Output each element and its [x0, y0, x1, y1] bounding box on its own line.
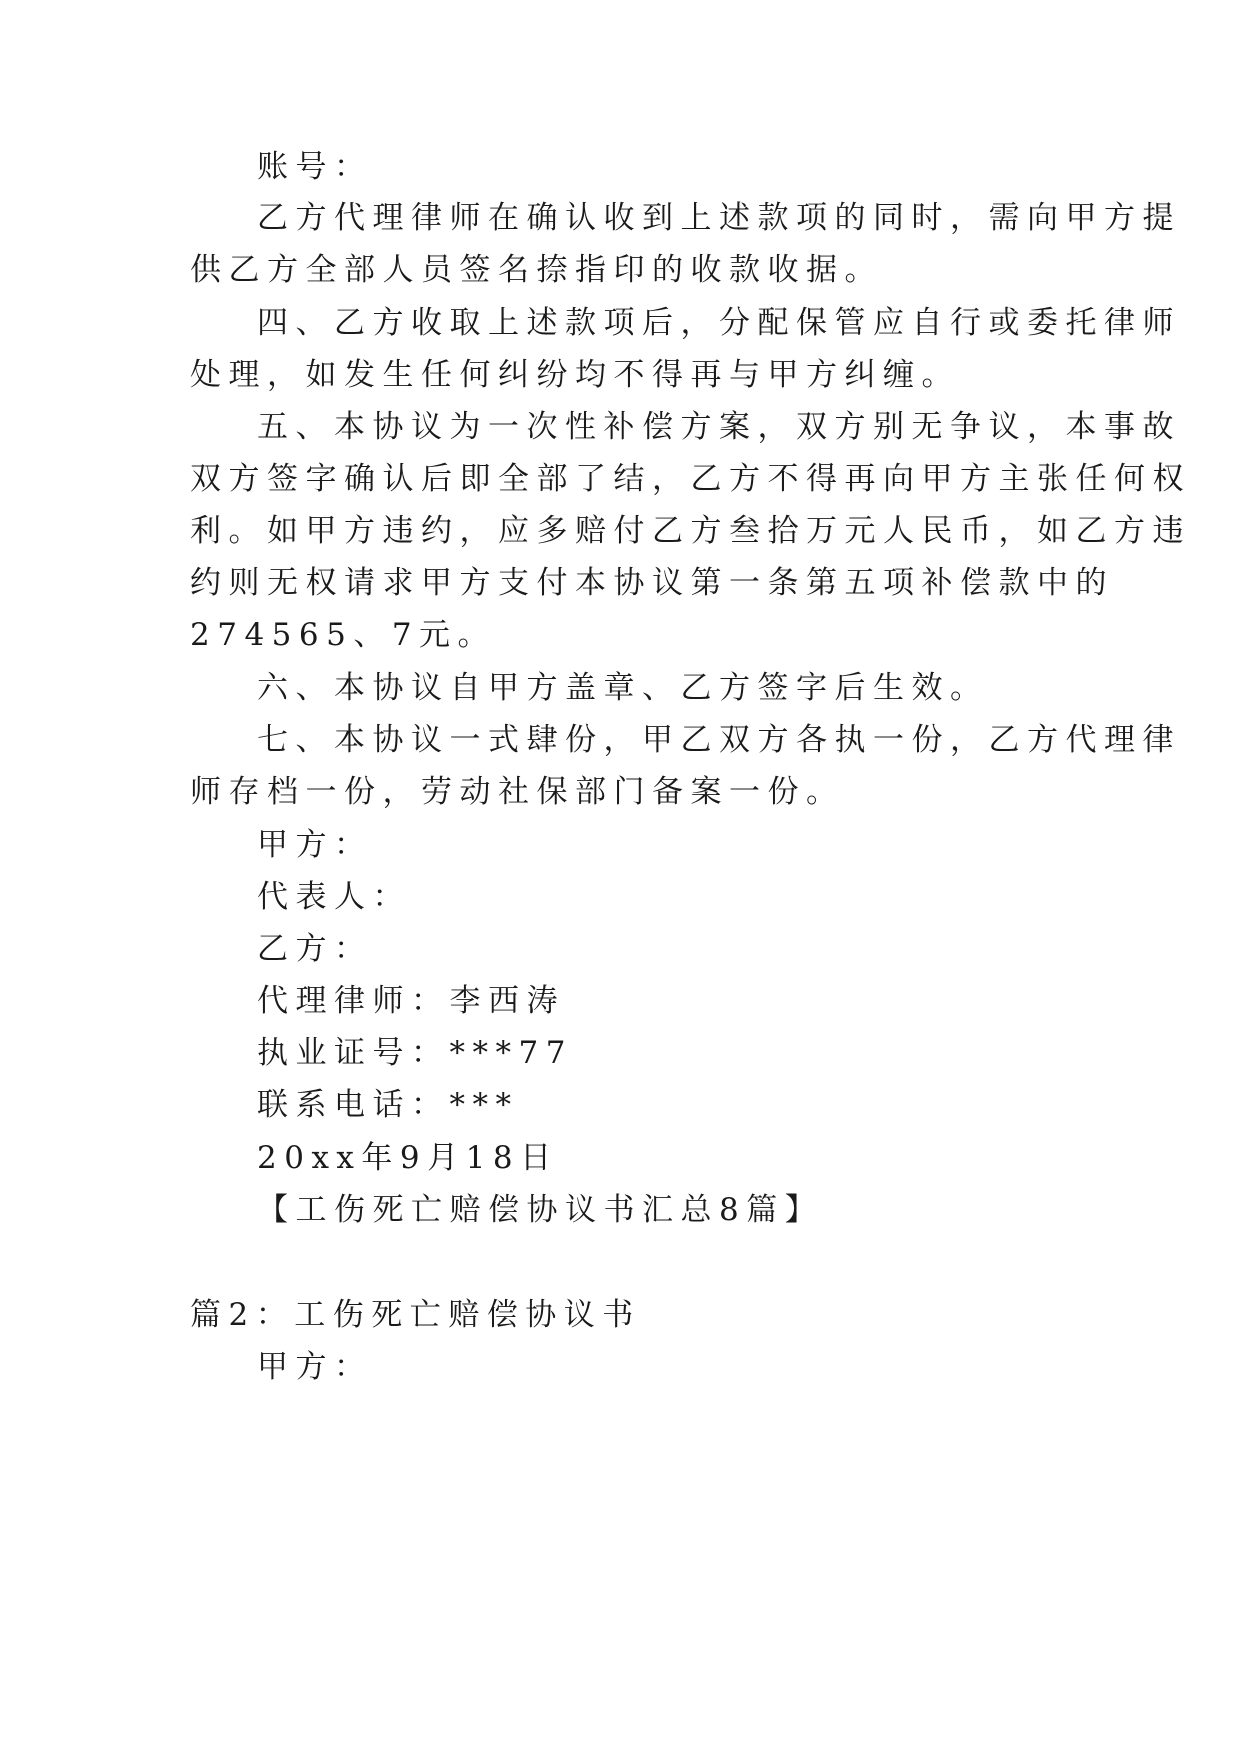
- clause-4-line-1: 四、乙方收取上述款项后，分配保管应自行或委托律师: [257, 305, 1181, 341]
- clause-5-line-3: 利。如甲方违约，应多赔付乙方叁拾万元人民币，如乙方违: [190, 513, 1191, 549]
- license-number-line: 执业证号：***77: [257, 1035, 573, 1071]
- account-label: 账号：: [257, 149, 373, 185]
- clause-5-line-2: 双方签字确认后即全部了结，乙方不得再向甲方主张任何权: [190, 461, 1191, 497]
- party-b-label: 乙方：: [257, 931, 373, 967]
- representative-label: 代表人：: [257, 879, 411, 915]
- paragraph-3-line-1: 乙方代理律师在确认收到上述款项的同时，需向甲方提: [257, 200, 1181, 236]
- paragraph-3-line-2: 供乙方全部人员签名捺指印的收款收据。: [190, 252, 883, 288]
- clause-4-line-2: 处理，如发生任何纠纷均不得再与甲方纠缠。: [190, 357, 960, 393]
- clause-7-line-1: 七、本协议一式肆份，甲乙双方各执一份，乙方代理律: [257, 722, 1181, 758]
- collection-title: 【工伤死亡赔偿协议书汇总8篇】: [257, 1192, 824, 1228]
- party-a-label: 甲方：: [257, 827, 373, 863]
- section-2-party-a-label: 甲方：: [257, 1349, 373, 1385]
- clause-5-line-5: 274565、7元。: [190, 617, 497, 653]
- clause-7-line-2: 师存档一份，劳动社保部门备案一份。: [190, 774, 845, 810]
- section-2-title: 篇2：工伤死亡赔偿协议书: [190, 1297, 641, 1333]
- clause-5-line-1: 五、本协议为一次性补偿方案，双方别无争议，本事故: [257, 409, 1181, 445]
- phone-line: 联系电话：***: [257, 1087, 519, 1123]
- clause-5-line-4: 约则无权请求甲方支付本协议第一条第五项补偿款中的: [190, 565, 1114, 601]
- lawyer-line: 代理律师：李西涛: [257, 983, 565, 1019]
- signing-date: 20xx年9月18日: [257, 1140, 559, 1176]
- clause-6: 六、本协议自甲方盖章、乙方签字后生效。: [257, 670, 989, 706]
